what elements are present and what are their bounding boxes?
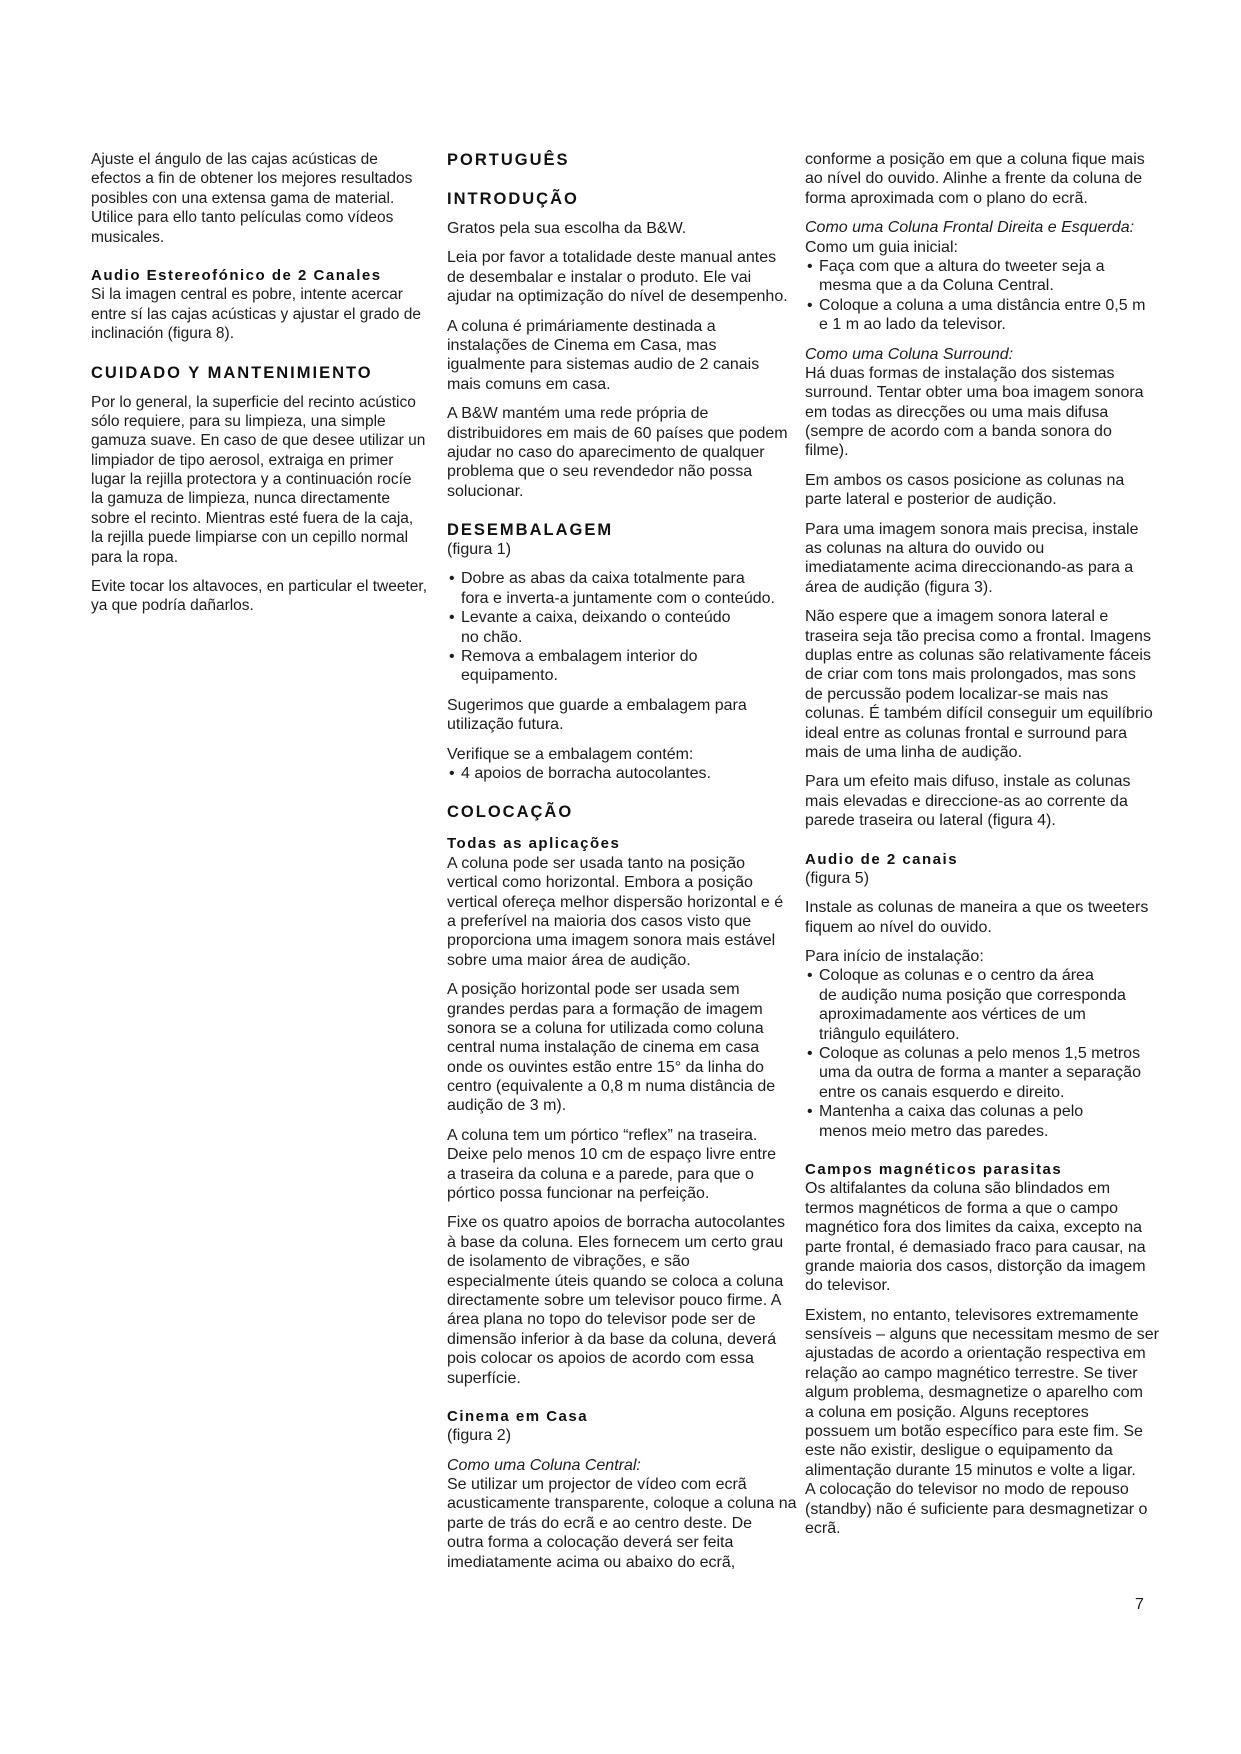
text-line: entre sí las cajas acústicas y ajustar el grado de — [91, 305, 421, 323]
text-line: ya que podría dañarlos. — [91, 597, 254, 615]
list-block — [447, 745, 797, 784]
text-line: inclinación (figura 8). — [91, 325, 235, 343]
text-line: gamuza suave. En caso de que desee utilizar un — [91, 432, 426, 450]
paragraph — [447, 696, 797, 735]
text-line: directamente sobre um televisor pouco firme. A — [447, 1291, 782, 1309]
list-item-line: • Coloque a coluna a uma distância entre 0,5 m — [819, 296, 1146, 314]
text-line: magnético fora dos limites da caixa, excepto na — [805, 1219, 1143, 1237]
text-line: A B&W mantém uma rede própria de — [447, 405, 709, 423]
text-line: lugar la rejilla protectora y a continuación rocíe — [91, 471, 412, 489]
text-line: vertical ofereça melhor dispersão horizontal e é — [447, 893, 784, 911]
text-line: mais de uma linha de audição. — [805, 743, 1023, 761]
section-heading: COLOCAÇÃO — [447, 803, 574, 822]
text-line: Os altifalantes da coluna são blindados em — [805, 1180, 1111, 1198]
text-line: A coluna tem um pórtico “reflex” na traseira. — [447, 1126, 758, 1144]
text-line: Fixe os quatro apoios de borracha autocolantes — [447, 1214, 785, 1232]
list-item — [447, 647, 797, 686]
text-line: sólo requiere, para su limpieza, una simple — [91, 412, 386, 430]
list-item-line: • Levante a caixa, deixando o conteúdo — [461, 609, 731, 627]
list-item-line: equipamento. — [461, 667, 558, 685]
text-line: A coluna é primáriamente destinada a — [447, 317, 716, 335]
list-item-line: • Coloque as colunas a pelo menos 1,5 metros — [819, 1045, 1141, 1063]
text-line: sonora se a coluna for utilizada como coluna — [447, 1019, 764, 1037]
right-text-column — [805, 150, 1159, 1538]
text-line: A posição horizontal pode ser usada sem — [447, 981, 740, 999]
list-item-line: menos meio metro das paredes. — [819, 1122, 1049, 1140]
text-line: Não espere que a imagem sonora lateral e — [805, 608, 1109, 626]
text-line: posibles con una extensa gama de material. — [91, 189, 395, 207]
paragraph — [805, 607, 1155, 762]
paragraph — [805, 898, 1155, 937]
text-line: instalações de Cinema em Casa, mas — [447, 336, 717, 354]
text-line: alimentação durante 15 minutos e volte a ligar. — [805, 1461, 1136, 1479]
text-line: mais elevadas e direccione-as ao corrente da — [805, 792, 1128, 810]
text-line: Instale as colunas de maneira a que os tweeters — [805, 899, 1149, 917]
text-line: especialmente úteis quando se coloca a coluna — [447, 1272, 784, 1290]
list-item-line: mesma que a da Coluna Central. — [819, 277, 1054, 295]
text-line: superfície. — [447, 1369, 521, 1387]
text-line: imediatamente acima ou abaixo do ecrã, — [447, 1553, 736, 1571]
subsection — [447, 1407, 797, 1446]
list-item — [805, 1044, 1155, 1102]
text-line: (sempre de acordo com a banda sonora do — [805, 423, 1112, 441]
subsection-title: Todas as aplicações — [447, 835, 621, 853]
text-line: ajustadas de acordo a orientação respectiva em — [805, 1345, 1146, 1363]
italic-label: Como uma Coluna Central: — [447, 1456, 641, 1474]
figure-reference: (figura 1) — [447, 541, 512, 559]
list-block — [805, 947, 1155, 1141]
text-line: distribuidores em mais de 60 países que podem — [447, 424, 788, 442]
text-line: de percussão podem localizar-se mais nas — [805, 685, 1109, 703]
page-number: 7 — [1135, 1596, 1144, 1613]
paragraph — [447, 317, 797, 395]
text-line: em todas as direcções ou uma mais difusa — [805, 403, 1109, 421]
list-item — [805, 1102, 1155, 1141]
section-heading: PORTUGUÊS — [447, 151, 570, 169]
text-line: Ajuste el ángulo de las cajas acústicas de — [91, 151, 378, 168]
text-line: Deixe pelo menos 10 cm de espaço livre entre — [447, 1146, 777, 1164]
paragraph — [447, 219, 797, 238]
list-item-line: • Mantenha a caixa das colunas a pelo — [819, 1103, 1084, 1121]
paragraph — [805, 520, 1155, 598]
list-item-line: • Faça com que a altura do tweeter seja a — [819, 257, 1105, 275]
paragraph — [805, 471, 1155, 510]
text-line: duplas entre as colunas são relativamente fáceis — [805, 646, 1151, 664]
list-item-line: uma da outra de forma a manter a separação — [819, 1064, 1141, 1082]
subsection — [805, 1160, 1155, 1296]
list-block — [805, 218, 1155, 334]
text-line: área de audição (figura 3). — [805, 578, 993, 596]
text-line: ajudar no caso do aparecimento de qualquer — [447, 443, 765, 461]
list-item — [447, 608, 797, 647]
subsection — [91, 266, 441, 344]
text-line: imediatamente acima direccionando-as para a — [805, 559, 1134, 577]
list-item-line: de audição numa posição que corresponda — [819, 986, 1126, 1004]
text-line: (standby) não é suficiente para desmagnetizar o — [805, 1500, 1148, 1518]
text-line: musicales. — [91, 228, 165, 246]
text-line: de criar com tons mais prolongados, mas sons — [805, 666, 1136, 684]
text-line: pórtico possa funcionar na perfeição. — [447, 1185, 710, 1203]
list-item-line: e 1 m ao lado da televisor. — [819, 316, 1006, 334]
subsection-title: Audio de 2 canais — [805, 850, 959, 868]
text-line: fiquem ao nível do ouvido. — [805, 918, 992, 936]
section — [447, 520, 797, 559]
list-block — [447, 569, 797, 685]
text-line: colunas. É também difícil conseguir um equilíbrio — [805, 705, 1153, 723]
paragraph — [447, 248, 797, 306]
text-line: Si la imagen central es pobre, intente acercar — [91, 286, 403, 304]
italic-label: Como uma Coluna Frontal Direita e Esquerda: — [805, 219, 1135, 237]
text-line: limpiador de tipo aerosol, extraiga en primer — [91, 451, 394, 469]
text-line: termos magnéticos de forma a que o campo — [805, 1199, 1119, 1217]
list-item — [447, 764, 797, 783]
text-line: igualmente para sistemas audio de 2 canais — [447, 356, 760, 374]
figure-reference: (figura 2) — [447, 1427, 512, 1445]
bullet-list — [447, 569, 797, 685]
list-item-line: fora e inverta-a juntamente com o conteúdo. — [461, 589, 775, 607]
text-line: surround. Tentar obter uma boa imagem sonora — [805, 384, 1144, 402]
text-line: la gamuza de limpieza, nunca directamente — [91, 490, 390, 508]
subsection — [805, 850, 1155, 889]
text-line: Verifique se a embalagem contém: — [447, 745, 694, 763]
paragraph — [447, 1456, 797, 1572]
section-heading: DESEMBALAGEM — [447, 521, 614, 540]
text-line: Sugerimos que guarde a embalagem para — [447, 696, 747, 714]
text-line: audição de 3 m). — [447, 1097, 567, 1115]
text-line: onde os ouvintes estão entre 15° da linha do — [447, 1058, 764, 1076]
text-line: central numa instalação de cinema em casa — [447, 1039, 760, 1057]
list-item-line: no chão. — [461, 628, 523, 646]
paragraph — [447, 1126, 797, 1204]
paragraph — [91, 393, 441, 568]
text-line: sensíveis – alguns que necessitam mesmo de ser — [805, 1326, 1159, 1344]
section — [447, 189, 797, 209]
text-line: Para um efeito mais difuso, instale as colunas — [805, 773, 1131, 791]
text-line: sobre uma maior área de audição. — [447, 951, 691, 969]
list-item-line: aproximadamente aos vértices de um — [819, 1006, 1086, 1024]
section-heading: INTRODUÇÃO — [447, 190, 579, 208]
text-line: acusticamente transparente, coloque a coluna na — [447, 1495, 797, 1513]
text-line: pois colocar os apoios de acordo com essa — [447, 1350, 754, 1368]
list-item-line: • Coloque as colunas e o centro da área — [819, 967, 1094, 985]
text-line: ajudar na optimização do nível de desempenho. — [447, 288, 788, 306]
text-line: Por lo general, la superficie del recinto acústico — [91, 393, 416, 411]
figure-reference: (figura 5) — [805, 869, 870, 887]
subsection-title: Campos magnéticos parasitas — [805, 1160, 1063, 1178]
text-line: relação ao campo magnético terrestre. Se tiver — [805, 1364, 1138, 1382]
text-line: utilização futura. — [447, 716, 564, 734]
section — [447, 150, 797, 170]
text-line: traseira seja tão precisa como a frontal. Imagens — [805, 627, 1151, 645]
text-line: Existem, no entanto, televisores extremamente — [805, 1306, 1139, 1324]
paragraph — [447, 404, 797, 501]
text-line: mais comuns em casa. — [447, 375, 611, 393]
text-line: ecrã. — [805, 1520, 841, 1537]
text-line: conforme a posição em que a coluna fique mais — [805, 151, 1145, 168]
subsection-title: Audio Estereofónico de 2 Canales — [91, 266, 382, 284]
list-item — [805, 296, 1155, 335]
text-line: A coluna pode ser usada tanto na posição — [447, 854, 745, 872]
text-line: Para uma imagem sonora mais precisa, instale — [805, 520, 1139, 538]
text-line: parte de trás do ecrã e ao centro deste. De — [447, 1514, 753, 1532]
text-line: problema que o seu revendedor não possa — [447, 463, 753, 481]
text-line: para la ropa. — [91, 548, 179, 566]
paragraph — [447, 980, 797, 1116]
bullet-list — [805, 966, 1155, 1141]
text-line: parte frontal, é demasiado fraco para causar, na — [805, 1238, 1146, 1256]
bullet-list — [447, 764, 797, 783]
text-line: à base da coluna. Eles fornecem um certo grau — [447, 1233, 784, 1251]
text-line: efectos a fin de obtener los mejores resultados — [91, 170, 413, 188]
text-line: proporciona uma imagem sonora mais estável — [447, 932, 776, 950]
text-line: ao nível do ouvido. Alinhe a frente da coluna de — [805, 170, 1143, 188]
list-item-line: entre os canais esquerdo e direito. — [819, 1083, 1065, 1101]
text-line: a coluna em posição. Alguns receptores — [805, 1403, 1089, 1421]
italic-label: Como uma Coluna Surround: — [805, 345, 1014, 363]
paragraph — [805, 772, 1155, 830]
paragraph — [447, 1213, 797, 1388]
section — [447, 802, 797, 822]
text-line: a preferível na maioria dos casos visto que — [447, 912, 752, 930]
left-text-column — [91, 150, 441, 616]
list-item — [805, 966, 1155, 1044]
text-line: grande maioria dos casos, distorção da imagem — [805, 1257, 1146, 1275]
text-line: Leia por favor a totalidade deste manual antes — [447, 249, 777, 267]
text-line: centro (equivalente a 0,8 m numa distância de — [447, 1078, 776, 1096]
list-item — [805, 257, 1155, 296]
list-item-line: • 4 apoios de borracha autocolantes. — [461, 764, 711, 782]
section — [91, 363, 441, 383]
paragraph — [91, 150, 441, 247]
text-line: Como um guia inicial: — [805, 238, 958, 256]
text-line: la rejilla puede limpiarse con un cepillo normal — [91, 529, 409, 547]
text-line: ideal entre as colunas frontal e surround para — [805, 724, 1127, 742]
text-line: área plana no topo do televisor pode ser de — [447, 1311, 756, 1329]
paragraph — [805, 1306, 1159, 1539]
text-line: Evite tocar los altavoces, en particular el tweeter, — [91, 578, 427, 596]
text-line: algum problema, desmagnetize o aparelho com — [805, 1384, 1143, 1402]
text-line: a traseira da coluna e a parede, para que o — [447, 1165, 754, 1183]
text-line: Utilice para ello tanto películas como vídeos — [91, 209, 394, 227]
list-item-line: • Dobre as abas da caixa totalmente para — [461, 570, 745, 588]
text-line: Para início de instalação: — [805, 948, 984, 966]
text-line: parte lateral e posterior de audição. — [805, 491, 1057, 509]
subsection — [447, 834, 797, 970]
paragraph — [805, 345, 1155, 461]
text-line: solucionar. — [447, 482, 524, 500]
list-item-line: • Remova a embalagem interior do — [461, 648, 698, 666]
paragraph — [805, 150, 1155, 208]
middle-text-column — [447, 150, 797, 1572]
text-line: outra forma a colocação deverá ser feita — [447, 1534, 734, 1552]
text-line: vertical como horizontal. Embora a posição — [447, 874, 753, 892]
text-line: grandes perdas para a formação de imagem — [447, 1000, 763, 1018]
text-line: as colunas na altura do ouvido ou — [805, 540, 1045, 558]
text-line: dimensão inferior à da base da coluna, deverá — [447, 1330, 777, 1348]
bullet-list — [805, 257, 1155, 335]
text-line: sobre el recinto. Mientras esté fuera de la caja, — [91, 509, 414, 527]
section-heading: CUIDADO Y MANTENIMIENTO — [91, 363, 373, 382]
text-line: de isolamento de vibrações, e são — [447, 1253, 690, 1271]
text-line: Se utilizar um projector de vídeo com ecrã — [447, 1476, 747, 1494]
subsection-title: Cinema em Casa — [447, 1407, 589, 1425]
text-line: possuem um botão específico para este fim. Se — [805, 1423, 1143, 1441]
text-line: do televisor. — [805, 1277, 891, 1295]
text-line: Gratos pela sua escolha da B&W. — [447, 220, 687, 237]
list-item — [447, 569, 797, 608]
text-line: este não existir, desligue o equipamento da — [805, 1442, 1113, 1460]
text-line: A colocação do televisor no modo de repouso — [805, 1481, 1129, 1499]
text-line: parede traseira ou lateral (figura 4). — [805, 812, 1056, 830]
text-line: forma aproximada com o plano do ecrã. — [805, 189, 1088, 207]
text-line: de desembalar e instalar o produto. Ele vai — [447, 268, 752, 286]
text-line: filme). — [805, 442, 849, 460]
paragraph — [91, 577, 441, 616]
list-item-line: triângulo equilátero. — [819, 1025, 960, 1043]
text-line: Há duas formas de instalação dos sistemas — [805, 364, 1115, 382]
text-line: Em ambos os casos posicione as colunas na — [805, 471, 1125, 489]
